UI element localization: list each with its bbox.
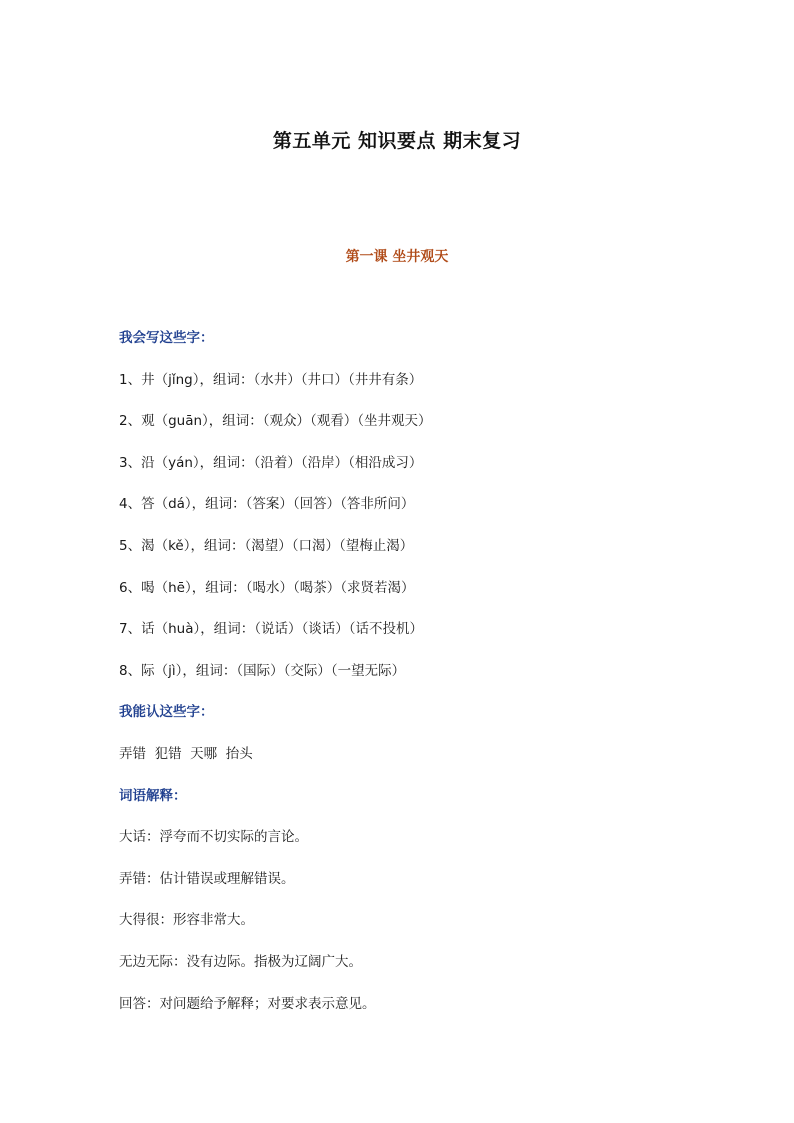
write-item: 8、际（jì），组词：（国际）（交际）（一望无际） bbox=[119, 662, 406, 679]
vocab-item: 无边无际：没有边际。指极为辽阔广大。 bbox=[119, 953, 362, 970]
write-item: 6、喝（hē），组词：（喝水）（喝茶）（求贤若渴） bbox=[119, 579, 415, 596]
write-section-heading: 我会写这些字： bbox=[119, 330, 214, 346]
vocab-item: 大话：浮夸而不切实际的言论。 bbox=[119, 829, 308, 846]
vocab-item: 弄错：估计错误或理解错误。 bbox=[119, 870, 295, 887]
lesson-title: 第一课 坐井观天 bbox=[345, 249, 449, 265]
write-item: 2、观（guān），组词：（观众）（观看）（坐井观天） bbox=[119, 413, 432, 430]
write-item: 5、渴（kě），组词：（渴望）（口渴）（望梅止渴） bbox=[119, 537, 414, 554]
document-body bbox=[119, 328, 719, 1035]
document-title: 第五单元 知识要点 期末复习 bbox=[272, 130, 522, 152]
vocab-item: 回答：对问题给予解释；对要求表示意见。 bbox=[119, 995, 376, 1012]
write-item: 1、井（jǐng），组词：（水井）（井口）（井井有条） bbox=[119, 371, 423, 388]
recognize-words: 弄错 犯错 天哪 抬头 bbox=[119, 745, 253, 762]
recognize-section-heading: 我能认这些字： bbox=[119, 704, 214, 721]
vocab-section-heading: 词语解释： bbox=[119, 787, 187, 804]
write-item: 7、话（huà），组词：（说话）（谈话）（话不投机） bbox=[119, 621, 423, 638]
write-item: 3、沿（yán），组词：（沿着）（沿岸）（相沿成习） bbox=[119, 454, 423, 471]
vocab-item: 大得很：形容非常大。 bbox=[119, 912, 254, 929]
write-item: 4、答（dá），组词：（答案）（回答）（答非所问） bbox=[119, 496, 415, 513]
